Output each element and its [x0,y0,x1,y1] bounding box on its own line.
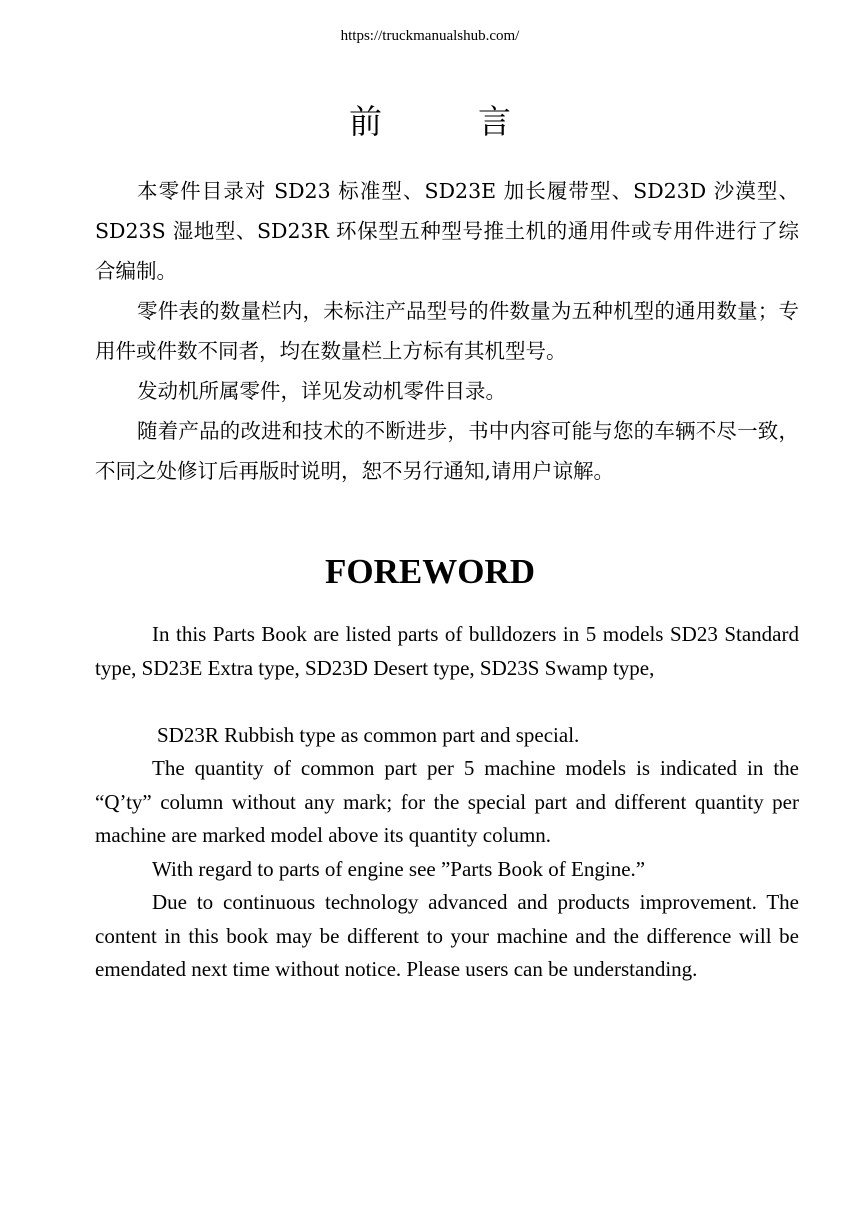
chinese-paragraph: 本零件目录对 SD23 标准型、SD23E 加长履带型、SD23D 沙漠型、SD23S 湿地型、SD23R 环保型五种型号推土机的通用件或专用件进行了综合编制。 [95,179,799,283]
english-paragraph: SD23R Rubbish type as common part and special. [157,722,580,747]
english-paragraph: Due to continuous technology advanced and products improvement. The content in this book may be different to your machine and the difference will be emendated next time without notice. Please users can be understanding. [95,890,799,981]
chinese-title [0,96,860,143]
english-paragraph: With regard to parts of engine see ”Parts Book of Engine.” [152,856,646,881]
english-body [95,618,799,987]
header-url: https://truckmanualshub.com/ [340,28,520,44]
english-paragraph: In this Parts Book are listed parts of bulldozers in 5 models SD23 Standard type, SD23E Extra type, SD23D Desert type, SD23S Swamp type, [95,622,799,680]
chinese-paragraph: 发动机所属零件，详见发动机零件目录。 [137,379,506,403]
english-title: FOREWORD [325,552,535,591]
chinese-title-right: 言 [478,102,511,141]
chinese-paragraph: 随着产品的改进和技术的不断进步，书中内容可能与您的车辆不尽一致， 不同之处修订后再版时说明，恕不另行通知,请用户谅解。 [95,419,799,483]
chinese-body [95,171,799,491]
chinese-paragraph: 零件表的数量栏内，未标注产品型号的件数量为五种机型的通用数量；专用件或件数不同者，均在数量栏上方标有其机型号。 [95,299,799,363]
english-paragraph: The quantity of common part per 5 machine models is indicated in the “Q’ty” column without any mark; for the special part and different quantity per machine are marked model above its quantity column. [95,756,799,847]
paragraph-spacer [95,685,799,719]
chinese-title-left: 前 [349,102,382,141]
